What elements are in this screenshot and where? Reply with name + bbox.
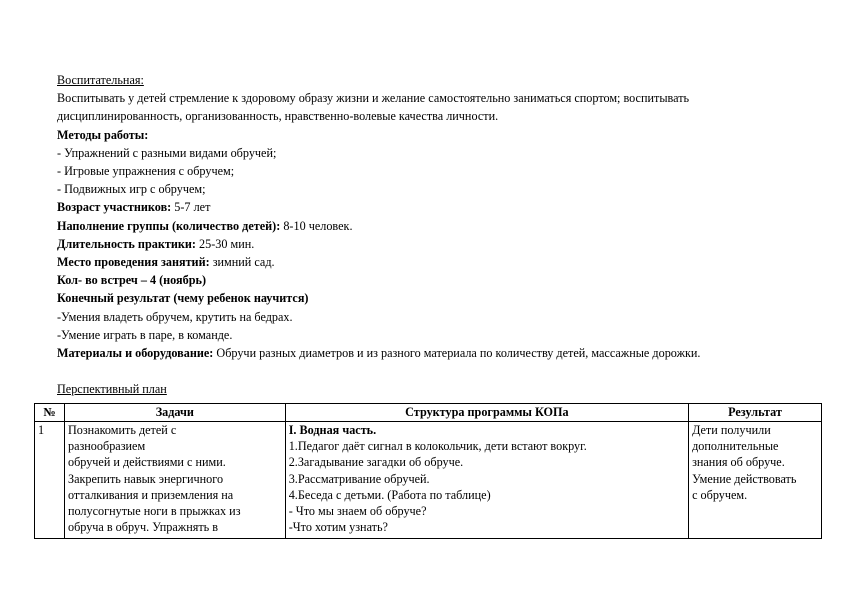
header-tasks: Задачи [64, 404, 285, 422]
result-line: с обручем. [692, 487, 748, 502]
structure-line: 1.Педагог даёт сигнал в колокольчик, дети встают вокруг. [288, 439, 587, 454]
table-header-row [35, 404, 822, 422]
duration-label: Длительность практики: [57, 236, 196, 251]
age-line [57, 198, 787, 216]
result-item: -Умение играть в паре, в команде. [57, 327, 233, 342]
tasks-list [68, 422, 282, 538]
method-item: - Упражнений с разными видами обручей; [57, 145, 277, 160]
materials-label: Материалы и оборудование: [57, 346, 214, 361]
place-line [57, 253, 787, 271]
table-row [35, 422, 822, 539]
cell-result [689, 422, 822, 539]
age-label: Возраст участников: [57, 200, 172, 215]
header-number: № [35, 404, 65, 422]
method-item: - Подвижных игр с обручем; [57, 182, 206, 197]
cell-number [35, 422, 65, 539]
header-result: Результат [689, 404, 822, 422]
result-line: Дети получили [692, 423, 771, 437]
method-item: - Игровые упражнения с обручем; [57, 164, 235, 179]
group-value: 8-10 человек. [280, 218, 353, 233]
materials-paragraph [57, 344, 787, 362]
document-body [57, 71, 787, 398]
header-structure: Структура программы КОПа [285, 404, 688, 422]
result-list [692, 422, 818, 538]
structure-line: 4.Беседа с детьми. (Работа по таблице) [288, 487, 491, 502]
result-line: Умение действовать [692, 471, 797, 486]
cell-structure [285, 422, 688, 539]
group-label: Наполнение группы (количество детей): [57, 218, 281, 233]
age-value: 5-7 лет [171, 200, 211, 215]
result-line: дополнительные [692, 439, 779, 454]
result-line: знания об обруче. [692, 455, 785, 470]
spacer [57, 362, 787, 380]
education-text-line-1: Воспитывать у детей стремление к здоровому образу жизни и желание самостоятельно заниматься спортом; воспитывать [57, 91, 690, 106]
task-line: полусогнутые ноги в прыжках из [67, 504, 241, 519]
structure-title: I. Водная часть. [288, 423, 377, 437]
task-line: Познакомить детей с [67, 423, 177, 437]
structure-list [289, 422, 685, 538]
structure-line: - Что мы знаем об обруче? [288, 504, 427, 519]
place-value: зимний сад. [209, 255, 275, 270]
place-label: Место проведения занятий: [57, 255, 210, 270]
structure-line: -Что хотим узнать? [288, 520, 388, 535]
row-number: 1 [38, 423, 45, 437]
task-line: разнообразием [67, 439, 146, 454]
plan-table [34, 403, 822, 539]
plan-title: Перспективный план [57, 382, 167, 397]
duration-value: 25-30 мин. [195, 236, 255, 251]
structure-line: 3.Рассматривание обручей. [288, 471, 430, 486]
methods-label: Методы работы: [57, 127, 149, 142]
section-title: Воспитательная: [57, 73, 144, 87]
result-item: -Умения владеть обручем, крутить на бедрах. [57, 309, 293, 324]
cell-tasks [64, 422, 285, 539]
group-line [57, 217, 787, 235]
materials-value: Обручи разных диаметров и из разного материала по количеству детей, массажные дорожки. [213, 346, 701, 361]
task-line: обруча в обруч. Упражнять в [67, 520, 219, 535]
task-line: отталкивания и приземления на [67, 487, 234, 502]
task-line: Закрепить навык энергичного [67, 471, 224, 486]
duration-line [57, 235, 787, 253]
task-line: обручей и действиями с ними. [67, 455, 226, 470]
education-text-line-2: дисциплинированность, организованность, нравственно-волевые качества личности. [57, 109, 499, 124]
structure-line: 2.Загадывание загадки об обруче. [288, 455, 464, 470]
meetings-line: Кол- во встреч – 4 (ноябрь) [57, 273, 207, 288]
result-label: Конечный результат (чему ребенок научится) [57, 291, 309, 306]
